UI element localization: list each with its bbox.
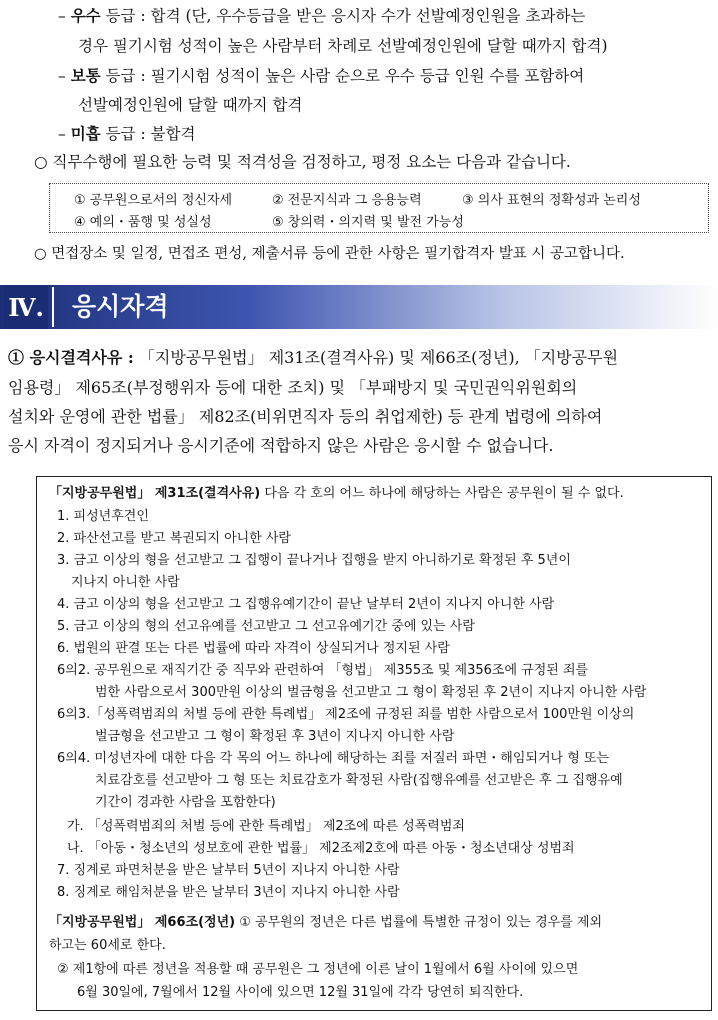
law66-heading-line [49, 914, 602, 932]
law31-item: 7. 징계로 파면처분을 받은 날부터 5년이 지나지 아니한 사람 [57, 863, 400, 878]
eval-item: ⑤ 창의력・의지력 및 발전 가능성 [272, 215, 464, 230]
dash: – [58, 67, 71, 85]
grade-text: 등급 : 필기시험 성적이 높은 사람 순으로 우수 등급 인원 수를 포함하여 [100, 67, 585, 85]
law31-item-cont: 치료감호를 선고받아 그 형 또는 치료감호가 확정된 사람(집행유예를 선고받은 후 그 집행유예 [95, 773, 623, 788]
law31-intro: 다음 각 호의 어느 하나에 해당하는 사람은 공무원이 될 수 없다. [260, 486, 624, 501]
interview-note: ○ 면접장소 및 일정, 면접조 편성, 제출서류 등에 관한 사항은 필기합격자 발표 시 공고합니다. [34, 246, 625, 262]
law31-item-cont: 지나지 아니한 사람 [71, 575, 180, 590]
law31-item: 6의3.「성폭력범죄의 처벌 등에 관한 특례법」 제2조에 규정된 죄를 범한 사람으로서 100만원 이상의 [57, 707, 635, 722]
disq-line-2: 임용령」 제65조(부정행위자 등에 대한 조치) 및 「부패방지 및 국민권익위원회의 [8, 378, 578, 397]
section-title: 응시자격 [72, 292, 169, 321]
grade-excellent [58, 6, 585, 26]
law31-heading-line [49, 485, 624, 503]
law31-item: 8. 징계로 해임처분을 받은 날부터 3년이 지나지 아니한 사람 [57, 885, 400, 900]
grade-normal-cont: 선발예정인원에 달할 때까지 합격 [78, 96, 303, 114]
law66-item-cont: 6월 30일에, 7월에서 12월 사이에 있으면 12월 31일에 각각 당연히 퇴직한다. [77, 985, 524, 1000]
section-number: Ⅳ. [4, 285, 48, 329]
dash: – [58, 125, 71, 143]
law66-cont: 하고는 60세로 한다. [49, 938, 166, 953]
grade-name: 우수 [70, 6, 101, 25]
law31-item-cont: 벌금형을 선고받고 그 형이 확정된 후 3년이 지나지 아니한 사람 [95, 729, 455, 744]
disq-line-4: 응시 자격이 정지되거나 응시기준에 적합하지 않은 사람은 응시할 수 없습니다. [8, 436, 554, 455]
grade-name: 보통 [70, 66, 101, 85]
law66-text: ① 공무원의 정년은 다른 법률에 특별한 규정이 있는 경우를 제외 [235, 915, 603, 930]
law31-subitem: 나. 「아동・청소년의 성보호에 관한 법률」 제2조제2호에 따른 아동・청소년대상 성범죄 [67, 841, 575, 856]
eval-item: ④ 예의・품행 및 성실성 [74, 215, 212, 230]
grade-normal [58, 66, 584, 86]
disq-heading: ① 응시결격사유 : [8, 348, 134, 367]
law31-item-cont: 기간이 경과한 사람을 포함한다) [95, 795, 276, 810]
law-excerpt-box [36, 476, 712, 1011]
law31-subitem: 가. 「성폭력범죄의 처벌 등에 관한 특례법」 제2조에 따른 성폭력범죄 [67, 819, 465, 834]
law31-item: 5. 금고 이상의 형의 선고유예를 선고받고 그 선고유예기간 중에 있는 사람 [57, 619, 475, 634]
law66-item: ② 제1항에 따른 정년을 적용할 때 공무원은 그 정년에 이른 날이 1월에서 6월 사이에 있으면 [57, 962, 579, 977]
disq-text: 「지방공무원법」 제31조(결격사유) 및 제66조(정년), 「지방공무원 [133, 348, 619, 367]
law31-item: 3. 금고 이상의 형을 선고받고 그 집행이 끝나거나 집행을 받지 아니하기로 확정된 후 5년이 [57, 553, 571, 568]
dash: – [58, 7, 71, 25]
law66-heading: 「지방공무원법」 제66조(정년) [49, 915, 236, 930]
disq-line-1 [8, 347, 618, 369]
law31-item: 4. 금고 이상의 형을 선고받고 그 집행유예기간이 끝난 날부터 2년이 지나지 아니한 사람 [57, 597, 555, 612]
eval-item: ② 전문지식과 그 응용능력 [272, 193, 422, 208]
law31-item: 6의4. 미성년자에 대한 다음 각 목의 어느 하나에 해당하는 죄를 저질러 파면・해임되거나 형 또는 [57, 751, 610, 766]
law31-item: 1. 피성년후견인 [57, 509, 149, 524]
eval-intro: ○ 직무수행에 필요한 능력 및 적격성을 검정하고, 평정 요소는 다음과 같습니다. [34, 153, 571, 171]
disq-line-3: 설치와 운영에 관한 법률」 제82조(비위면직자 등의 취업제한) 등 관계 법령에 의하여 [8, 407, 603, 426]
grade-text: 등급 : 불합격 [100, 125, 196, 143]
eval-items-box [49, 183, 709, 233]
grade-excellent-cont: 경우 필기시험 성적이 높은 사람부터 차례로 선발예정인원에 달할 때까지 합격) [78, 37, 608, 55]
law31-item: 6. 법원의 판결 또는 다른 법률에 따라 자격이 상실되거나 정지된 사람 [57, 641, 450, 656]
law31-heading: 「지방공무원법」 제31조(결격사유) [49, 486, 261, 501]
eval-item: ① 공무원으로서의 정신자세 [74, 193, 233, 208]
grade-poor [58, 124, 196, 144]
section-separator [52, 287, 54, 327]
eval-item: ③ 의사 표현의 정확성과 논리성 [462, 193, 641, 208]
law31-item-cont: 범한 사람으로서 300만원 이상의 벌금형을 선고받고 그 형이 확정된 후 2년이 지나지 아니한 사람 [95, 685, 647, 700]
grade-text: 등급 : 합격 (단, 우수등급을 받은 응시자 수가 선발예정인원을 초과하는 [100, 7, 586, 25]
grade-name: 미흡 [70, 124, 101, 143]
law31-item: 2. 파산선고를 받고 복권되지 아니한 사람 [57, 531, 291, 546]
law31-item: 6의2. 공무원으로 재직기간 중 직무와 관련하여 「형법」 제355조 및 제356조에 규정된 죄를 [57, 663, 589, 678]
